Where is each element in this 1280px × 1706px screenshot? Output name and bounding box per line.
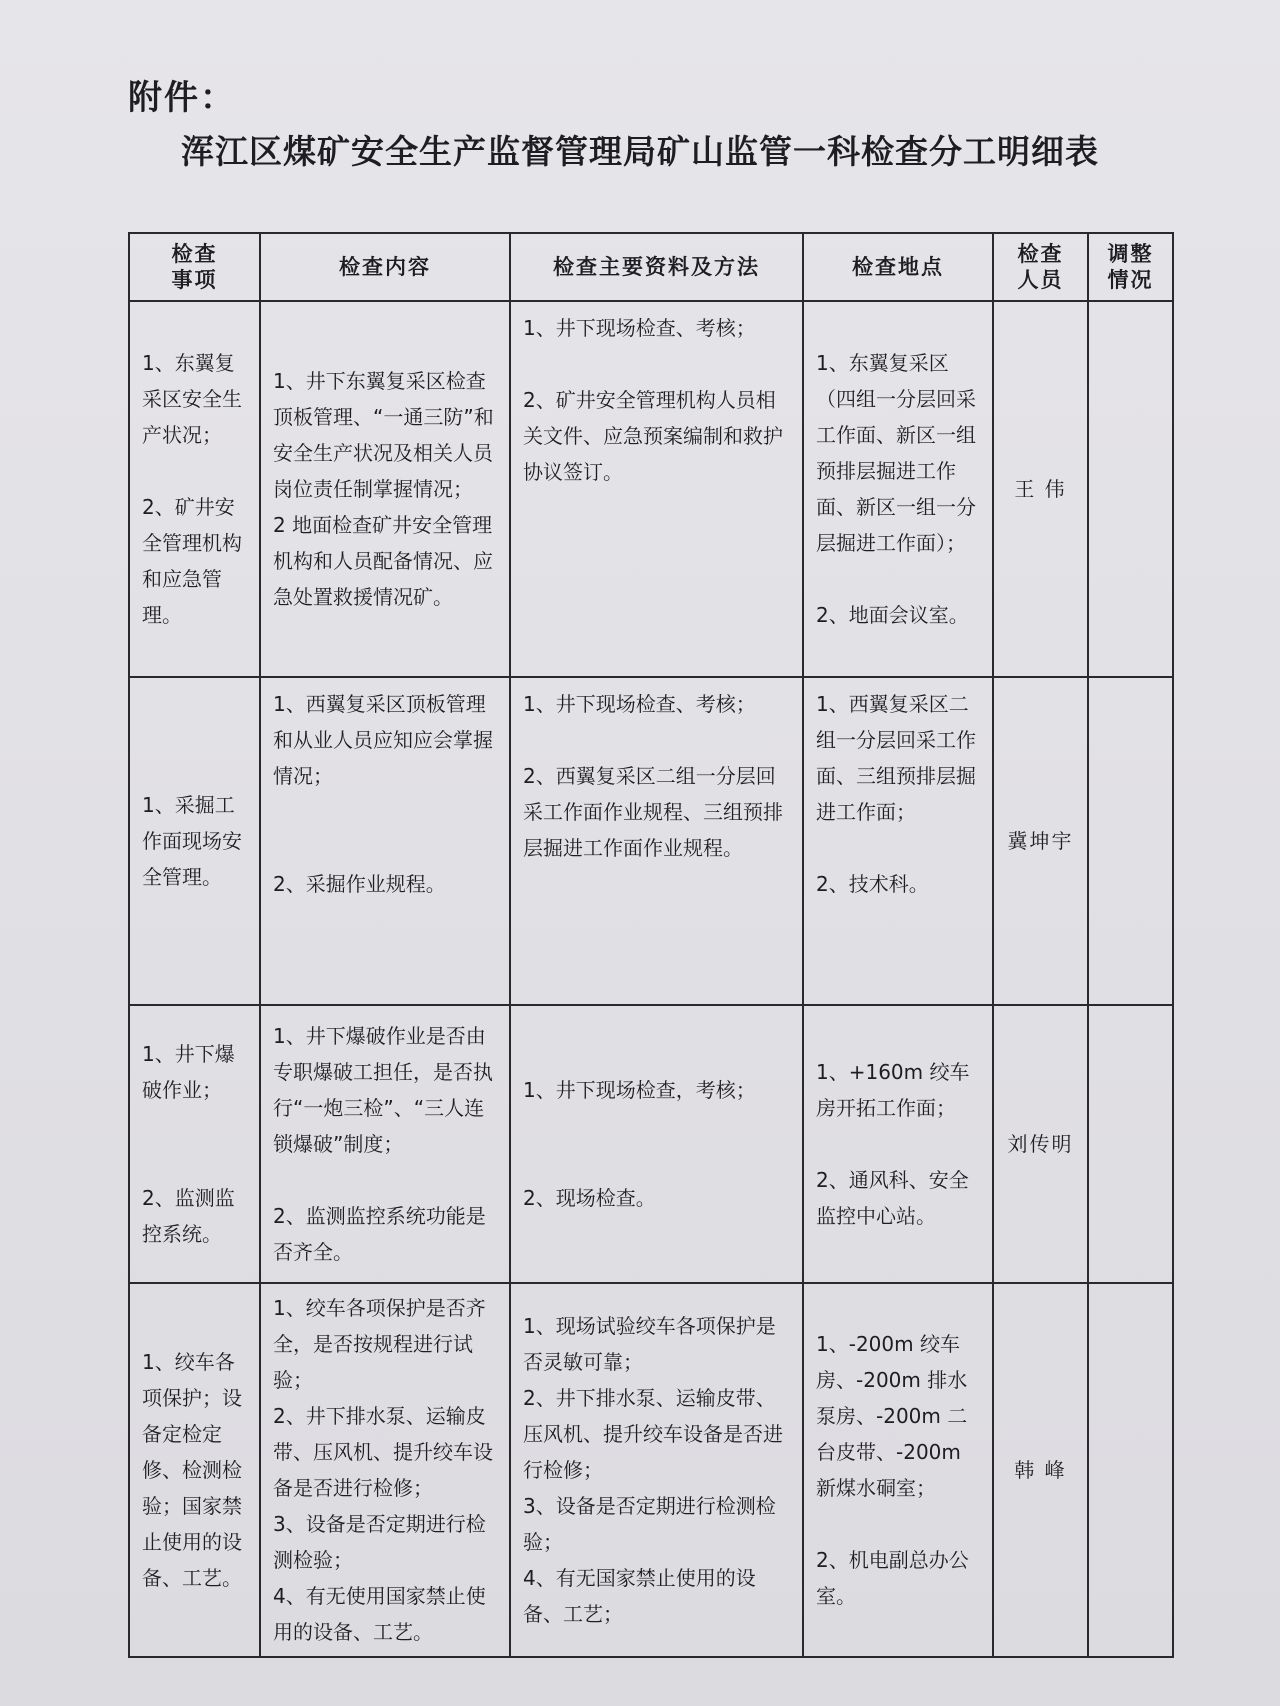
cell-item: 1、绞车各项保护；设备定检定修、检测检验；国家禁止使用的设备、工艺。 — [129, 1283, 260, 1657]
table-row — [129, 301, 1173, 677]
cell-adjust — [1088, 1005, 1173, 1283]
header-location: 检查地点 — [803, 233, 993, 301]
header-content: 检查内容 — [260, 233, 510, 301]
cell-adjust — [1088, 301, 1173, 677]
inspection-table — [128, 232, 1174, 1658]
cell-person: 韩 峰 — [993, 1283, 1088, 1657]
header-person: 检查 人员 — [993, 233, 1088, 301]
cell-person: 王 伟 — [993, 301, 1088, 677]
cell-content: 1、绞车各项保护是否齐全，是否按规程进行试验； 2、井下排水泵、运输皮带、压风机、提升绞车设备是否进行检修； 3、设备是否定期进行检测检验； 4、有无使用国家禁止使用的设备、工艺。 — [260, 1283, 510, 1657]
cell-person: 刘传明 — [993, 1005, 1088, 1283]
cell-method: 1、井下现场检查、考核； 2、矿井安全管理机构人员相关文件、应急预案编制和救护协议签订。 — [510, 301, 803, 677]
table-row — [129, 1005, 1173, 1283]
header-row — [129, 233, 1173, 301]
table-row — [129, 1283, 1173, 1657]
cell-item: 1、采掘工作面现场安全管理。 — [129, 677, 260, 1005]
cell-location: 1、东翼复采区（四组一分层回采工作面、新区一组预排层掘进工作面、新区一组一分层掘进工作面）； 2、地面会议室。 — [803, 301, 993, 677]
cell-adjust — [1088, 1283, 1173, 1657]
cell-content: 1、井下爆破作业是否由专职爆破工担任，是否执行“一炮三检”、“三人连锁爆破”制度； 2、监测监控系统功能是否齐全。 — [260, 1005, 510, 1283]
header-adjust: 调整 情况 — [1088, 233, 1173, 301]
cell-method: 1、井下现场检查、考核； 2、西翼复采区二组一分层回采工作面作业规程、三组预排层掘进工作面作业规程。 — [510, 677, 803, 1005]
cell-content: 1、西翼复采区顶板管理和从业人员应知应会掌握情况； 2、采掘作业规程。 — [260, 677, 510, 1005]
cell-location: 1、+160m 绞车房开拓工作面； 2、通风科、安全监控中心站。 — [803, 1005, 993, 1283]
cell-item: 1、井下爆破作业； 2、监测监控系统。 — [129, 1005, 260, 1283]
cell-method: 1、现场试验绞车各项保护是否灵敏可靠； 2、井下排水泵、运输皮带、压风机、提升绞车设备是否进行检修； 3、设备是否定期进行检测检验； 4、有无国家禁止使用的设备、工艺； — [510, 1283, 803, 1657]
cell-adjust — [1088, 677, 1173, 1005]
cell-location: 1、西翼复采区二组一分层回采工作面、三组预排层掘进工作面； 2、技术科。 — [803, 677, 993, 1005]
header-item: 检查 事项 — [129, 233, 260, 301]
cell-location: 1、-200m 绞车房、-200m 排水泵房、-200m 二台皮带、-200m 新煤水硐室； 2、机电副总办公室。 — [803, 1283, 993, 1657]
document-title: 浑江区煤矿安全生产监督管理局矿山监管一科检查分工明细表 — [181, 132, 1099, 171]
cell-person: 冀坤宇 — [993, 677, 1088, 1005]
cell-content: 1、井下东翼复采区检查顶板管理、“一通三防”和安全生产状况及相关人员岗位责任制掌握情况； 2 地面检查矿井安全管理机构和人员配备情况、应急处置救援情况矿。 — [260, 301, 510, 677]
attachment-label: 附件： — [128, 78, 236, 118]
cell-method: 1、井下现场检查，考核； 2、现场检查。 — [510, 1005, 803, 1283]
table-row — [129, 677, 1173, 1005]
cell-item: 1、东翼复采区安全生产状况； 2、矿井安全管理机构和应急管理。 — [129, 301, 260, 677]
header-method: 检查主要资料及方法 — [510, 233, 803, 301]
